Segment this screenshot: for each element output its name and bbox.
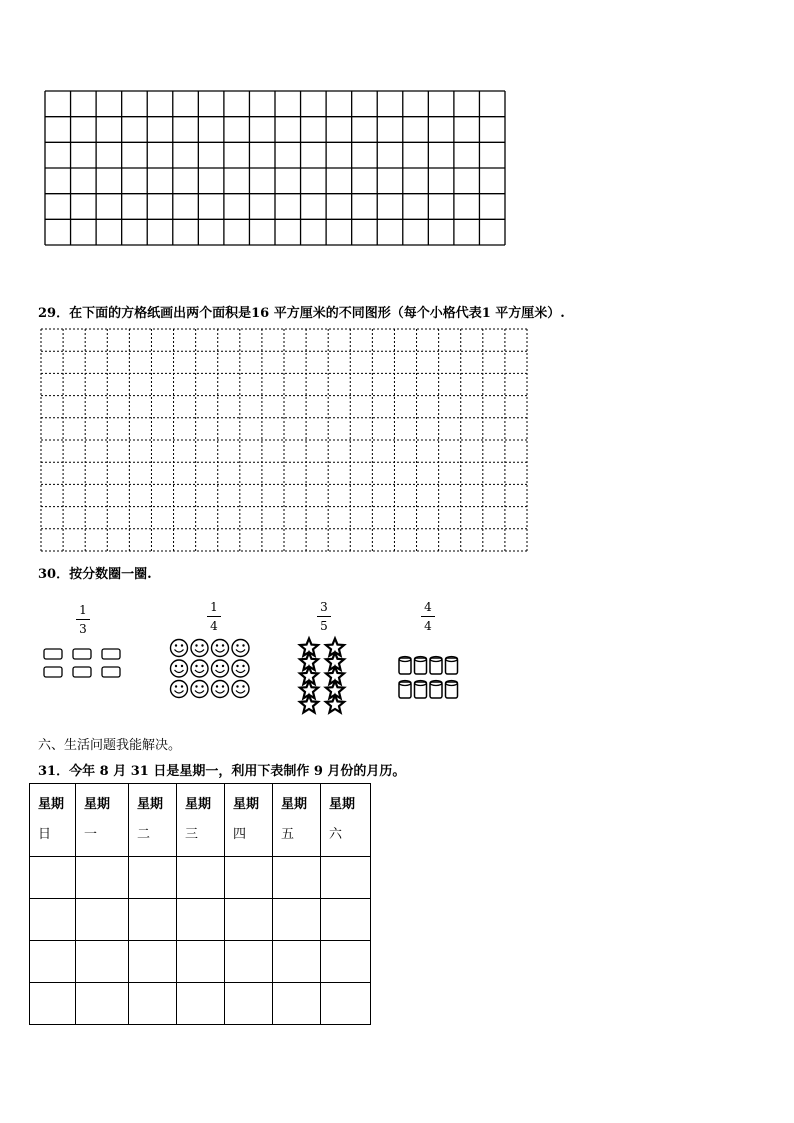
weekday-name: 六: [329, 827, 343, 842]
smiley-icon: [232, 681, 249, 698]
star-group: [296, 640, 350, 714]
smiley-group: [168, 638, 254, 700]
calendar-cell[interactable]: [30, 941, 76, 983]
smiley-icon: [212, 681, 229, 698]
weekday-header: [225, 784, 273, 857]
weekday-name: 五: [281, 827, 295, 842]
calendar-row: [30, 983, 371, 1025]
smiley-icon: [232, 660, 249, 677]
calendar-cell[interactable]: [177, 857, 225, 899]
fraction-denominator: 4: [210, 619, 218, 633]
weekday-name: 四: [233, 827, 247, 842]
fraction-denominator: 5: [320, 619, 328, 633]
calendar-cell[interactable]: [225, 983, 273, 1025]
smiley-icon: [212, 640, 229, 657]
cylinder-icon: [399, 681, 411, 699]
smiley-icon: [191, 640, 208, 657]
smiley-icon: [191, 681, 208, 698]
cylinder-icon: [446, 657, 458, 675]
rectangle-icon: [73, 649, 91, 659]
calendar-cell[interactable]: [273, 899, 321, 941]
rectangle-icon: [102, 649, 120, 659]
calendar-cell[interactable]: [129, 941, 177, 983]
smiley-icon: [191, 660, 208, 677]
calendar-cell[interactable]: [321, 857, 371, 899]
rectangle-icon: [73, 667, 91, 677]
weekday-header: [129, 784, 177, 857]
weekday-label: 星期: [84, 797, 111, 812]
cylinder-group: [396, 654, 462, 702]
weekday-label: 星期: [329, 797, 356, 812]
calendar-cell[interactable]: [76, 899, 129, 941]
fraction-1: [73, 603, 93, 636]
calendar-cell[interactable]: [177, 983, 225, 1025]
question-31-text: 31．今年 8 月 31 日是星期一，利用下表制作 9 月份的月历。: [38, 764, 406, 779]
fraction-2: [204, 600, 224, 633]
question-29-text: 29．在下面的方格纸画出两个面积是16 平方厘米的不同图形（每个小格代表1 平方厘米）.: [38, 306, 565, 321]
calendar-cell[interactable]: [177, 941, 225, 983]
calendar-cell[interactable]: [129, 857, 177, 899]
rectangle-group: [40, 645, 125, 681]
dotted-grid: [40, 328, 528, 552]
rectangle-icon: [44, 649, 62, 659]
fraction-4: [418, 600, 438, 633]
calendar-cell[interactable]: [76, 857, 129, 899]
cylinder-icon: [430, 681, 442, 699]
fraction-denominator: 4: [424, 619, 432, 633]
fraction-numerator: 3: [320, 600, 328, 614]
section-6-heading: 六、生活问题我能解决。: [38, 738, 182, 753]
fraction-numerator: 4: [424, 600, 432, 614]
smiley-icon: [171, 660, 188, 677]
weekday-label: 星期: [137, 797, 164, 812]
smiley-icon: [171, 640, 188, 657]
calendar-cell[interactable]: [30, 983, 76, 1025]
rectangle-icon: [102, 667, 120, 677]
calendar-table: [29, 783, 371, 1025]
weekday-header: [177, 784, 225, 857]
calendar-row: [30, 857, 371, 899]
weekday-label: 星期: [281, 797, 308, 812]
weekday-label: 星期: [233, 797, 260, 812]
calendar-cell[interactable]: [76, 941, 129, 983]
fraction-numerator: 1: [79, 603, 87, 617]
fraction-numerator: 1: [210, 600, 218, 614]
weekday-label: 星期: [38, 797, 65, 812]
calendar-header-row: [30, 784, 371, 857]
rectangle-icon: [44, 667, 62, 677]
fraction-3: [314, 600, 334, 633]
weekday-name: 一: [84, 827, 98, 842]
smiley-icon: [212, 660, 229, 677]
calendar-cell[interactable]: [273, 983, 321, 1025]
weekday-header: [76, 784, 129, 857]
cylinder-icon: [415, 657, 427, 675]
smiley-icon: [171, 681, 188, 698]
calendar-row: [30, 899, 371, 941]
calendar-cell[interactable]: [30, 899, 76, 941]
cylinder-icon: [399, 657, 411, 675]
weekday-name: 三: [185, 827, 199, 842]
calendar-cell[interactable]: [225, 941, 273, 983]
calendar-cell[interactable]: [273, 857, 321, 899]
weekday-header: [273, 784, 321, 857]
weekday-header: [30, 784, 76, 857]
calendar-cell[interactable]: [30, 857, 76, 899]
calendar-cell[interactable]: [321, 983, 371, 1025]
weekday-name: 日: [38, 827, 52, 842]
cylinder-icon: [430, 657, 442, 675]
calendar-cell[interactable]: [76, 983, 129, 1025]
calendar-row: [30, 941, 371, 983]
calendar-cell[interactable]: [177, 899, 225, 941]
calendar-cell[interactable]: [321, 899, 371, 941]
calendar-cell[interactable]: [129, 899, 177, 941]
top-grid: [44, 90, 506, 246]
cylinder-icon: [446, 681, 458, 699]
calendar-cell[interactable]: [225, 899, 273, 941]
calendar-cell[interactable]: [129, 983, 177, 1025]
question-30-text: 30．按分数圈一圈.: [38, 567, 152, 582]
calendar-cell[interactable]: [273, 941, 321, 983]
smiley-icon: [232, 640, 249, 657]
fraction-denominator: 3: [79, 622, 87, 636]
calendar-cell[interactable]: [321, 941, 371, 983]
weekday-name: 二: [137, 827, 151, 842]
calendar-cell[interactable]: [225, 857, 273, 899]
weekday-label: 星期: [185, 797, 212, 812]
cylinder-icon: [415, 681, 427, 699]
weekday-header: [321, 784, 371, 857]
